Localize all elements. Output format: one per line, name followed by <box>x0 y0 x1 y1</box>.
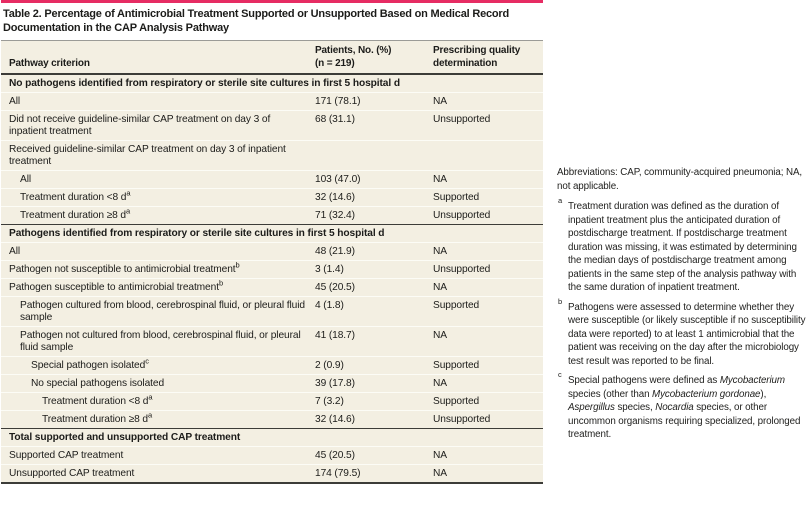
table-row <box>1 374 543 392</box>
table-row <box>1 410 543 428</box>
table-row <box>1 326 543 356</box>
patients-value: 4 (1.8) <box>315 299 344 311</box>
footnote-text: Pathogens were assessed to determine whether they were susceptible (or likely susceptible if no susceptibility data were reported) to at least 1 antimicrobial that the patient was receiving on the day after the microbiology test result was reported to be final. <box>568 301 806 367</box>
footnote-marker: b <box>218 278 224 288</box>
section-label: Pathogens identified from respiratory or sterile site cultures in first 5 hospital d <box>9 227 385 239</box>
footnote-text: species (other than <box>568 388 653 400</box>
species-name-italic: Aspergillus <box>568 402 615 413</box>
column-header-prescribing-quality: Prescribing quality determination <box>433 45 521 69</box>
table-row <box>1 188 543 206</box>
table-row <box>1 260 543 278</box>
patients-value: 32 (14.6) <box>315 413 355 425</box>
column-header-patients-line2: (n = 219) <box>315 57 355 69</box>
row-label: Did not receive guideline-similar CAP treatment on day 3 of inpatient treatment <box>9 113 271 137</box>
patients-value: 48 (21.9) <box>315 245 355 257</box>
table-row <box>1 110 543 140</box>
patients-value: 32 (14.6) <box>315 191 355 203</box>
row-label: Treatment duration ≥8 $d^a$ <box>20 206 131 221</box>
quality-value: Supported <box>433 191 480 203</box>
quality-value: NA <box>433 173 447 185</box>
patients-value: 3 (1.4) <box>315 263 344 275</box>
section-label: Total supported and unsupported CAP treatment <box>9 431 241 443</box>
table-row <box>1 170 543 188</box>
footnote-marker: b <box>235 260 240 270</box>
column-header-pathway-criterion: Pathway criterion <box>9 57 90 69</box>
table-row <box>1 242 543 260</box>
footnote-c: c Special pathogens were defined as Mycobacterium species (other than Mycobacterium gordonae), Aspergillus species, Nocardia species, or other uncommon organisms requiring specialized, prolonged treatment. <box>558 370 801 440</box>
section-header-row <box>1 224 543 242</box>
patients-value: 45 (20.5) <box>315 449 355 461</box>
table-2-panel <box>1 0 543 484</box>
species-name-italic: Mycobacterium gordonae <box>652 388 761 400</box>
table-body <box>1 75 543 484</box>
table-header-row <box>1 41 543 75</box>
species-name-italic: Nocardia <box>655 402 694 413</box>
table-row <box>1 296 543 326</box>
row-label: Pathogen cultured from blood, cerebrospinal fluid, or pleural fluid sample <box>20 299 305 323</box>
patients-value <box>315 144 433 168</box>
quality-value: NA <box>433 245 447 257</box>
column-header-patients-line1: Patients, No. (%) <box>315 45 392 56</box>
quality-value: NA <box>433 95 447 107</box>
row-label: No special pathogens isolated <box>31 377 165 389</box>
abbreviations-text: Abbreviations: CAP, community-acquired pneumonia; NA, not applicable. <box>557 167 803 192</box>
patients-value: 2 (0.9) <box>315 359 344 371</box>
row-label: Received guideline-similar CAP treatment on day 3 of inpatient treatment <box>9 143 286 167</box>
section-label: No pathogens identified from respiratory or sterile site cultures in first 5 hospital d <box>9 77 400 89</box>
footnote-marker: a <box>125 206 131 216</box>
quality-value: Unsupported <box>433 209 491 221</box>
table-row <box>1 278 543 296</box>
patients-value: 103 (47.0) <box>315 173 361 185</box>
section-header-row <box>1 75 543 92</box>
quality-value: NA <box>433 377 447 389</box>
quality-value: NA <box>433 449 447 461</box>
quality-value: Unsupported <box>433 413 491 425</box>
quality-value: Unsupported <box>433 263 491 275</box>
footnote-text: species, <box>614 402 656 413</box>
footnote-marker: a <box>147 410 153 420</box>
quality-value <box>433 144 543 168</box>
table-row <box>1 92 543 110</box>
footnotes-list <box>557 196 808 442</box>
table-row <box>1 464 543 482</box>
patients-value: 7 (3.2) <box>315 395 344 407</box>
table-row <box>1 206 543 224</box>
row-label: Pathogen not cultured from blood, cerebrospinal fluid, or pleural fluid sample <box>20 329 301 353</box>
row-label: All <box>20 173 32 185</box>
quality-value: Supported <box>433 395 480 407</box>
row-label: All <box>9 95 21 107</box>
table-row <box>1 446 543 464</box>
table-title: Table 2. Percentage of Antimicrobial Treatment Supported or Unsupported Based on Medical Record Documentation in the CAP Analysis Pathway <box>1 3 543 41</box>
row-label: Unsupported CAP treatment <box>9 467 135 479</box>
table-row <box>1 392 543 410</box>
quality-value: NA <box>433 329 447 341</box>
row-label: Pathogen not susceptible to antimicrobial treatment$^b$ <box>9 260 240 275</box>
patients-value: 68 (31.1) <box>315 113 355 125</box>
footnote-marker: c <box>145 356 149 366</box>
row-label: Treatment duration <8 $d^a$ <box>42 392 153 407</box>
footnote-b: b Pathogens were assessed to determine whether they were susceptible (or likely susceptible if no susceptibility data were reported) to at least 1 antimicrobial that the patient was receiving on the day after the microbiology test result was reported to be final. <box>558 296 806 367</box>
row-label: Special pathogen isolated$^c$ <box>31 356 149 371</box>
quality-value: NA <box>433 281 447 293</box>
footnote-marker: a <box>126 188 131 198</box>
species-name-italic: Mycobacterium <box>719 375 785 386</box>
patients-value: 41 (18.7) <box>315 329 355 341</box>
row-label: Treatment duration ≥8 $d^a$ <box>42 410 153 425</box>
column-header-patients <box>315 45 433 70</box>
patients-value: 45 (20.5) <box>315 281 355 293</box>
table-row <box>1 356 543 374</box>
footnote-text: Special pathogens were defined as <box>568 375 720 386</box>
section-header-row <box>1 428 543 446</box>
row-label: All <box>9 245 21 257</box>
quality-value: NA <box>433 467 447 479</box>
footnote-text: ), <box>760 388 767 400</box>
footnote-marker: a <box>148 392 153 402</box>
quality-value: Supported <box>433 359 480 371</box>
quality-value: Supported <box>433 299 480 311</box>
patients-value: 174 (79.5) <box>315 467 361 479</box>
footnotes-panel <box>557 166 808 448</box>
footnote-a: a Treatment duration was defined as the duration of inpatient treatment plus the anticipated duration of postdischarge treatment. If postdischarge treatment duration was missing, it was estimated by determining the median days of postdischarge treatment among patients in the same step of the analysis pathway with the same duration of inpatient treatment. <box>558 196 797 293</box>
patients-value: 71 (32.4) <box>315 209 355 221</box>
row-label: Supported CAP treatment <box>9 449 124 461</box>
footnote-text: species, or other uncommon organisms requiring specialized, prolonged treatment. <box>568 402 801 440</box>
footnote-text: Treatment duration was defined as the duration of inpatient treatment plus the anticipated duration of postdischarge treatment. If postdischarge treatment duration was missing, it was estimated by determining the median days of postdischarge treatment among patients in the same step of the analysis pathway with the same duration of inpatient treatment. <box>568 201 797 293</box>
patients-value: 39 (17.8) <box>315 377 355 389</box>
row-label: Treatment duration <8 $d^a$ <box>20 188 131 203</box>
table-row <box>1 140 543 170</box>
row-label: Pathogen susceptible to antimicrobial treatment$^b$ <box>9 278 224 293</box>
patients-value: 171 (78.1) <box>315 95 361 107</box>
quality-value: Unsupported <box>433 113 491 125</box>
